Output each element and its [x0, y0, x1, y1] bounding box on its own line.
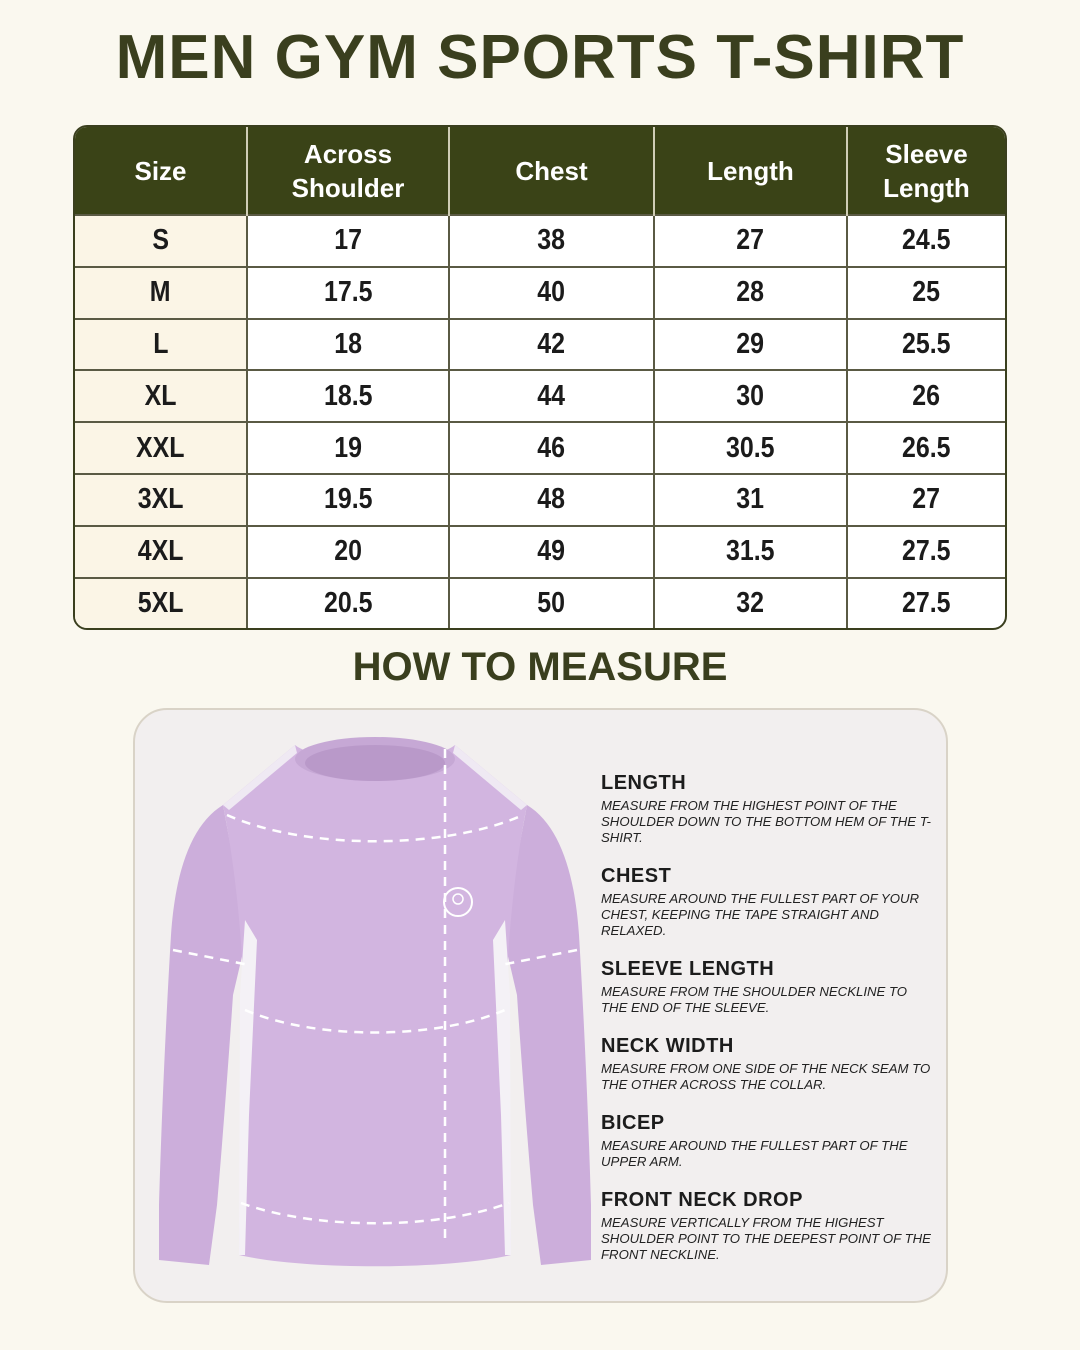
table-row [75, 267, 1005, 319]
size-cell: M [75, 267, 247, 319]
measurement-cell: 20 [247, 526, 449, 578]
measurement-cell: 32 [654, 578, 847, 628]
measure-item-title: BICEP [601, 1112, 665, 1134]
shirt-body [223, 745, 527, 1266]
measurement-cell: 26.5 [847, 422, 1005, 474]
measure-item [601, 1112, 931, 1170]
measurement-cell: 18 [247, 319, 449, 371]
measure-item [601, 865, 931, 939]
measurement-cell: 25.5 [847, 319, 1005, 371]
measurement-cell: 27.5 [847, 578, 1005, 628]
measurement-cell: 28 [654, 267, 847, 319]
measure-panel [133, 708, 948, 1303]
size-cell: 4XL [75, 526, 247, 578]
measure-item-desc: MEASURE AROUND THE FULLEST PART OF THE UPPER ARM. [601, 1138, 908, 1169]
measurement-cell: 24.5 [847, 215, 1005, 267]
measurement-cell: 38 [449, 215, 654, 267]
measurement-cell: 17.5 [247, 267, 449, 319]
measurement-cell: 20.5 [247, 578, 449, 628]
measurement-cell: 42 [449, 319, 654, 371]
measurement-cell: 48 [449, 474, 654, 526]
measure-item-title: LENGTH [601, 772, 687, 794]
measure-item-desc: MEASURE VERTICALLY FROM THE HIGHEST SHOULDER POINT TO THE DEEPEST POINT OF THE FRONT NECKLINE. [601, 1215, 931, 1262]
header-size: Size [75, 127, 247, 215]
measurement-cell: 27 [654, 215, 847, 267]
measurement-cell: 26 [847, 370, 1005, 422]
how-to-measure-title: HOW TO MEASURE [352, 645, 728, 689]
right-sleeve [503, 805, 591, 1265]
measure-item-desc: MEASURE FROM THE HIGHEST POINT OF THE SHOULDER DOWN TO THE BOTTOM HEM OF THE T-SHIRT. [601, 798, 931, 845]
size-cell: S [75, 215, 247, 267]
measurement-cell: 19.5 [247, 474, 449, 526]
measure-item-title: SLEEVE LENGTH [601, 958, 775, 980]
measure-item-title: NECK WIDTH [601, 1035, 734, 1057]
measurement-cell: 30 [654, 370, 847, 422]
header-chest: Chest [449, 127, 654, 215]
size-cell: 3XL [75, 474, 247, 526]
measurement-cell: 44 [449, 370, 654, 422]
measure-item-desc: MEASURE AROUND THE FULLEST PART OF YOUR CHEST, KEEPING THE TAPE STRAIGHT AND RELAXED. [601, 891, 920, 938]
table-row [75, 422, 1005, 474]
page-title: MEN GYM SPORTS T-SHIRT [115, 23, 965, 92]
measurement-cell: 27.5 [847, 526, 1005, 578]
table-row [75, 319, 1005, 371]
measurement-cell: 17 [247, 215, 449, 267]
measurement-cell: 31.5 [654, 526, 847, 578]
measurement-cell: 29 [654, 319, 847, 371]
measurement-cell: 40 [449, 267, 654, 319]
tshirt-illustration [145, 735, 605, 1275]
header-length: Length [654, 127, 847, 215]
measurement-cell: 18.5 [247, 370, 449, 422]
size-chart-table [73, 125, 1007, 630]
table-header-row [75, 127, 1005, 215]
measure-item-desc: MEASURE FROM ONE SIDE OF THE NECK SEAM TO THE OTHER ACROSS THE COLLAR. [601, 1061, 931, 1092]
measurement-cell: 27 [847, 474, 1005, 526]
measure-item-desc: MEASURE FROM THE SHOULDER NECKLINE TO THE END OF THE SLEEVE. [601, 984, 908, 1015]
table-row [75, 474, 1005, 526]
measurement-cell: 46 [449, 422, 654, 474]
measure-item-title: CHEST [601, 865, 672, 887]
table-row [75, 526, 1005, 578]
measure-item [601, 1189, 931, 1263]
header-across-shoulder: Across Shoulder [247, 127, 449, 215]
size-cell: 5XL [75, 578, 247, 628]
size-cell: L [75, 319, 247, 371]
measure-instructions [601, 772, 931, 1282]
measure-item [601, 1035, 931, 1093]
header-sleeve-length: Sleeve Length [847, 127, 1005, 215]
left-sleeve [159, 805, 247, 1265]
measure-item-title: FRONT NECK DROP [601, 1189, 803, 1211]
measurement-cell: 50 [449, 578, 654, 628]
table-row [75, 578, 1005, 628]
table-row [75, 370, 1005, 422]
measurement-cell: 49 [449, 526, 654, 578]
measure-item [601, 772, 931, 846]
measurement-cell: 19 [247, 422, 449, 474]
measurement-cell: 25 [847, 267, 1005, 319]
table-row [75, 215, 1005, 267]
size-cell: XL [75, 370, 247, 422]
measurement-cell: 30.5 [654, 422, 847, 474]
measurement-cell: 31 [654, 474, 847, 526]
size-cell: XXL [75, 422, 247, 474]
measure-item [601, 958, 931, 1016]
